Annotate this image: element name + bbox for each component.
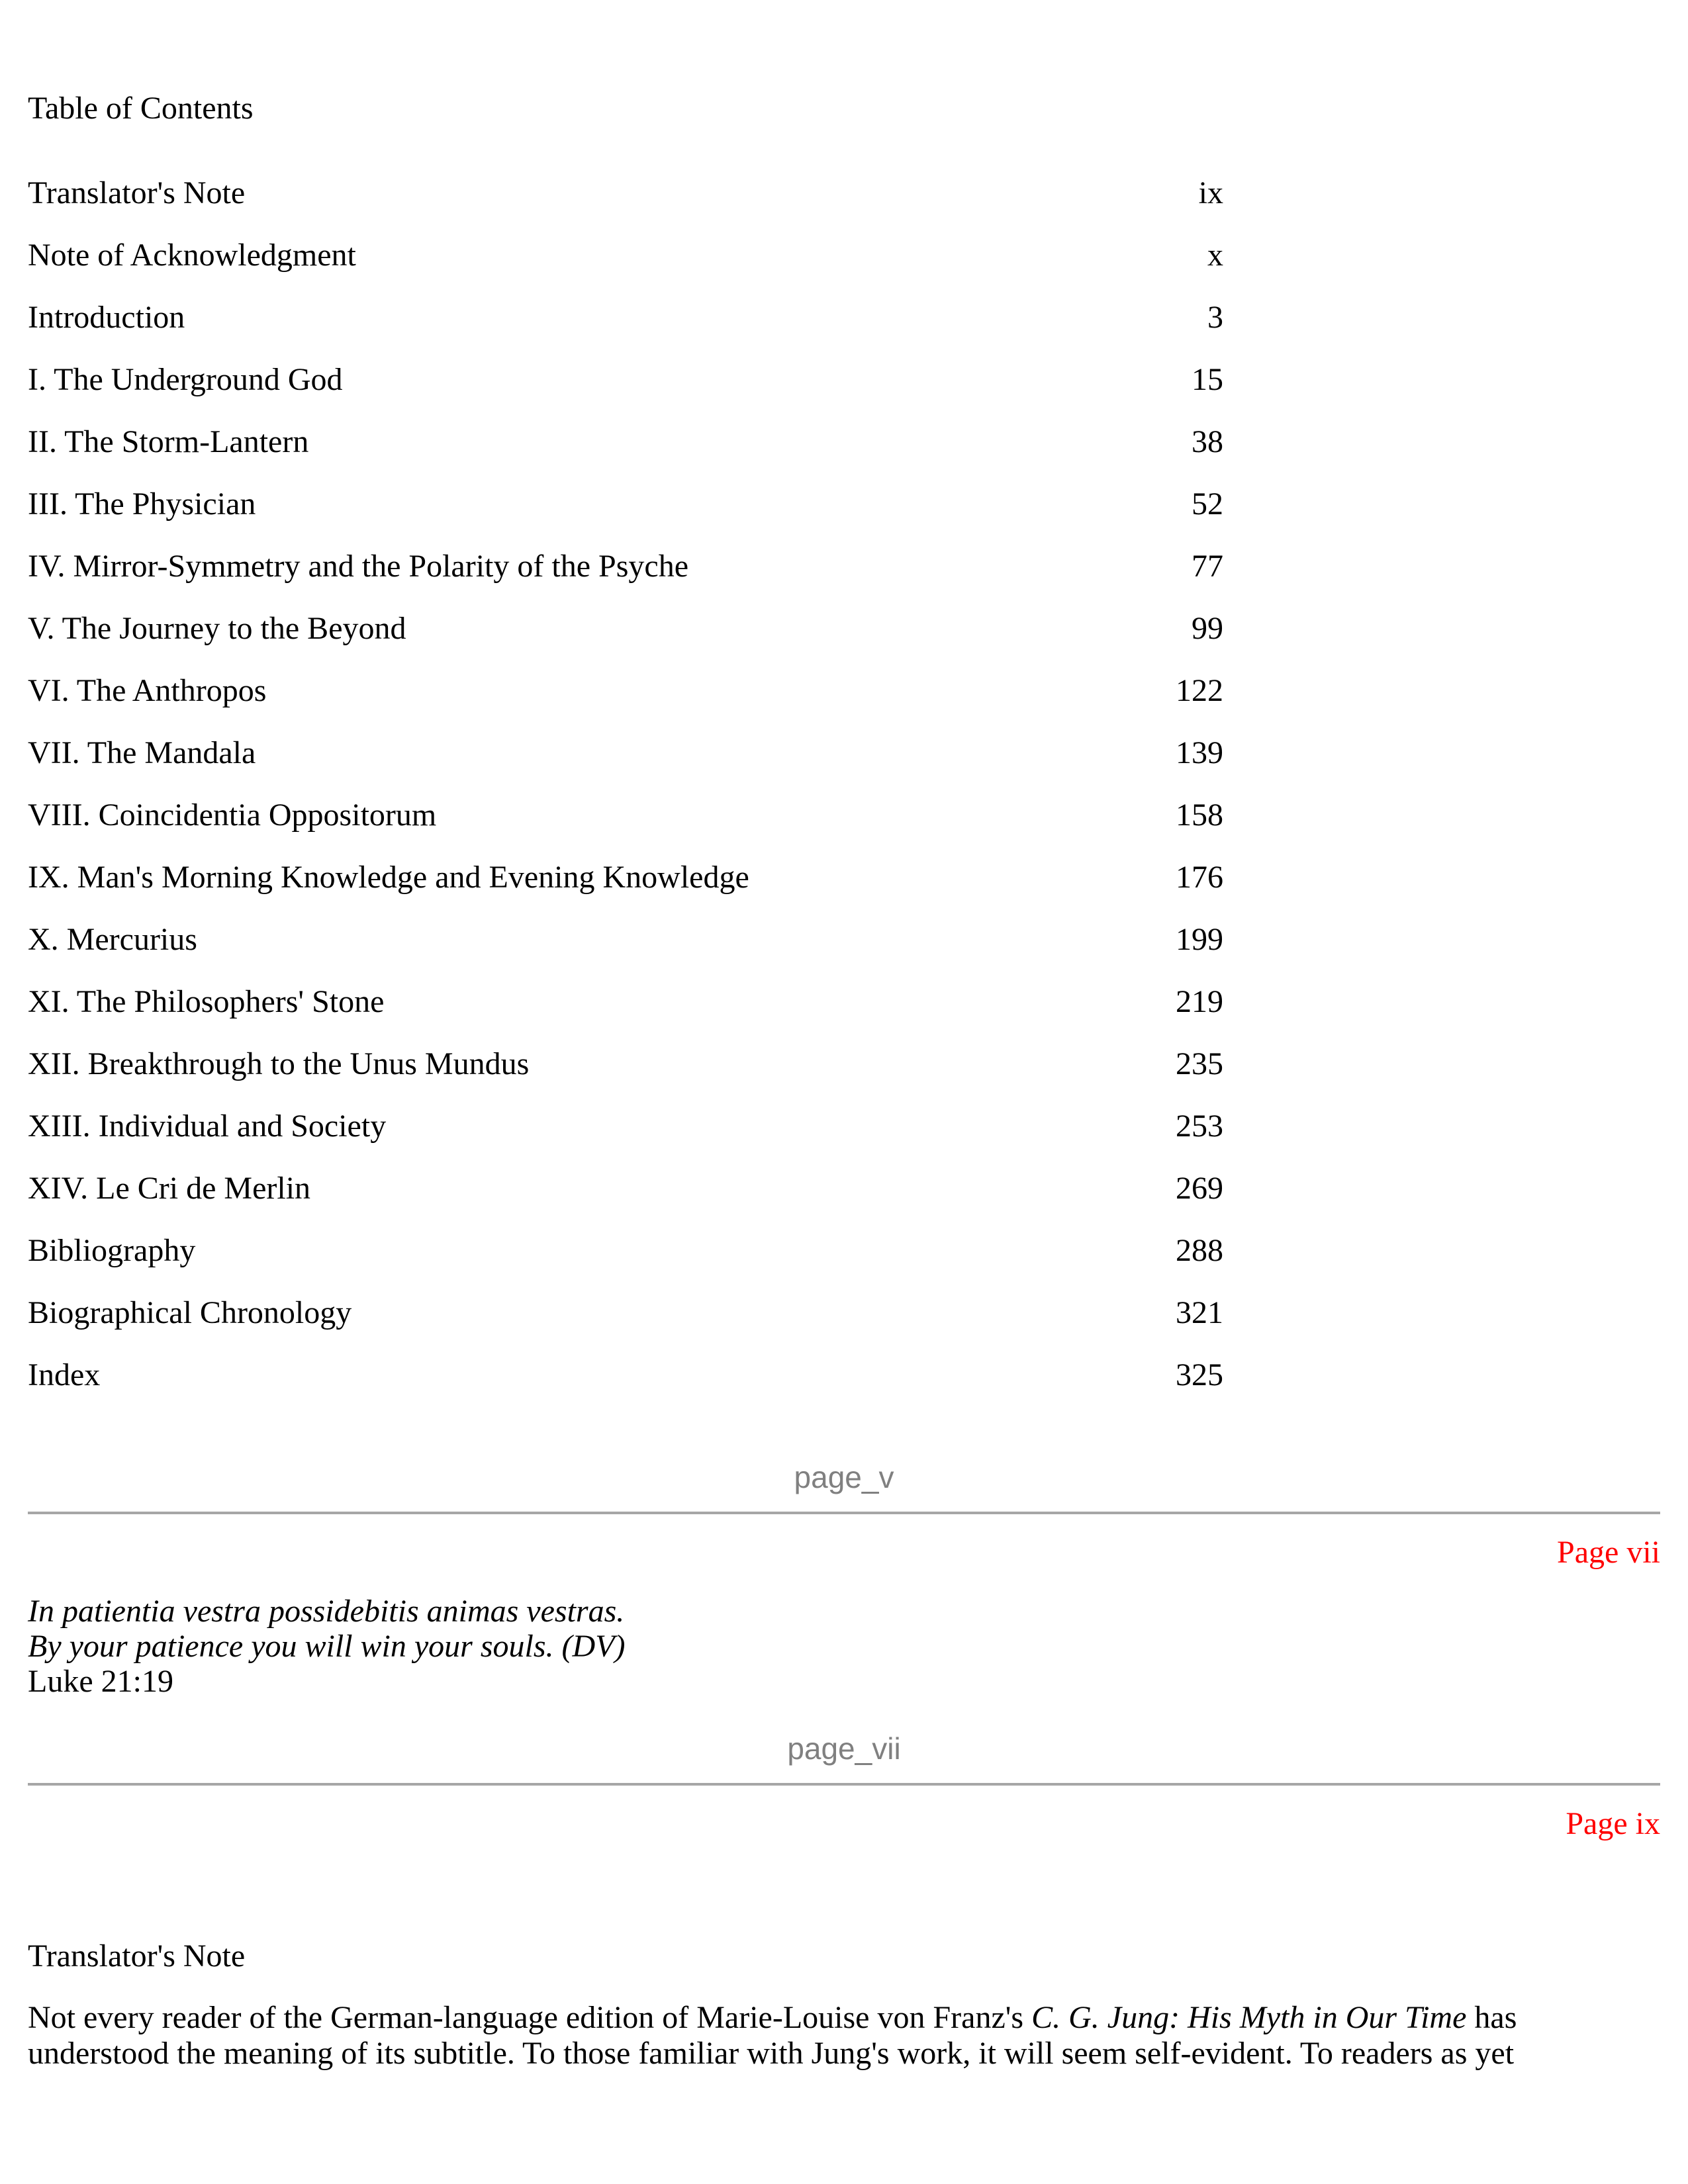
toc-entry [28,360,1223,422]
toc-entry-label: IV. Mirror-Symmetry and the Polarity of the Psyche [28,549,688,584]
toc-entry-label: V. The Journey to the Beyond [28,611,406,646]
toc-entry-label: XI. The Philosophers' Stone [28,984,385,1019]
toc-entry [28,1044,1223,1107]
toc-entry-page: 77 [1192,549,1223,584]
page-marker-vii: page_vii [787,1731,901,1766]
page-link-vii[interactable]: Page vii [1557,1535,1660,1570]
page-marker-v: page_v [794,1460,894,1494]
toc-entry [28,173,1223,236]
document-page [28,0,1660,2184]
toc-entry [28,1107,1223,1169]
toc-entry-label: Introduction [28,300,185,335]
toc-entry-page: 99 [1192,611,1223,646]
toc-entry [28,796,1223,858]
toc-entry [28,982,1223,1044]
toc-entry [28,1169,1223,1231]
toc-entry [28,547,1223,609]
toc-entry-label: IX. Man's Morning Knowledge and Evening Knowledge [28,860,749,895]
toc-entry-page: x [1207,238,1223,273]
toc-entry-label: II. The Storm-Lantern [28,424,309,459]
toc-entry-page: 52 [1192,486,1223,522]
toc-entry-label: X. Mercurius [28,922,197,957]
toc-list [28,173,1223,1418]
toc-entry [28,422,1223,484]
toc-entry-page: 3 [1207,300,1223,335]
toc-entry [28,858,1223,920]
toc-entry-page: 321 [1176,1295,1223,1330]
toc-title: Table of Contents [28,91,254,126]
toc-entry-label: XIV. Le Cri de Merlin [28,1171,311,1206]
toc-entry [28,733,1223,796]
toc-entry [28,236,1223,298]
page-divider [28,1512,1660,1514]
toc-entry [28,1231,1223,1293]
epigraph-reference: Luke 21:19 [28,1664,173,1699]
toc-entry-page: 325 [1176,1357,1223,1392]
toc-entry-page: 219 [1176,984,1223,1019]
toc-entry-label: VIII. Coincidentia Oppositorum [28,797,437,833]
toc-entry-label: III. The Physician [28,486,256,522]
toc-entry-label: VII. The Mandala [28,735,256,770]
toc-entry [28,484,1223,547]
toc-entry-page: ix [1198,175,1223,210]
toc-entry-label: Note of Acknowledgment [28,238,356,273]
toc-entry-page: 158 [1176,797,1223,833]
toc-entry [28,298,1223,360]
toc-entry-page: 38 [1192,424,1223,459]
toc-entry [28,671,1223,733]
toc-entry-label: XII. Breakthrough to the Unus Mundus [28,1046,530,1081]
toc-entry-page: 288 [1176,1233,1223,1268]
toc-entry [28,609,1223,671]
toc-entry-label: XIII. Individual and Society [28,1109,387,1144]
translators-note-heading: Translator's Note [28,1938,246,1974]
paragraph-text: Not every reader of the German-language edition of Marie-Louise von Franz's [28,2000,1032,2035]
toc-entry [28,920,1223,982]
epigraph-english: By your patience you will win your souls. (DV) [28,1629,626,1664]
toc-entry [28,1293,1223,1355]
toc-entry-page: 253 [1176,1109,1223,1144]
page-divider [28,1783,1660,1786]
paragraph-text: has understood the meaning of its subtitle. To those familiar with Jung's work, it will seem self-evident. To readers as yet [28,2000,1517,2071]
epigraph-latin: In patientia vestra possidebitis animas vestras. [28,1594,625,1629]
toc-entry-page: 235 [1176,1046,1223,1081]
toc-entry-page: 15 [1192,362,1223,397]
toc-entry-label: VI. The Anthropos [28,673,267,708]
toc-entry-page: 269 [1176,1171,1223,1206]
toc-entry-page: 122 [1176,673,1223,708]
translators-note-paragraph [28,2000,1643,2071]
toc-entry-page: 139 [1176,735,1223,770]
toc-entry-page: 199 [1176,922,1223,957]
book-title: C. G. Jung: His Myth in Our Time [1031,2000,1467,2035]
toc-entry-label: I. The Underground God [28,362,343,397]
toc-entry-label: Index [28,1357,101,1392]
toc-entry [28,1355,1223,1418]
toc-entry-page: 176 [1176,860,1223,895]
toc-entry-label: Biographical Chronology [28,1295,352,1330]
epigraph [28,1594,626,1699]
page-link-ix[interactable]: Page ix [1566,1806,1660,1841]
toc-entry-label: Bibliography [28,1233,196,1268]
toc-entry-label: Translator's Note [28,175,246,210]
